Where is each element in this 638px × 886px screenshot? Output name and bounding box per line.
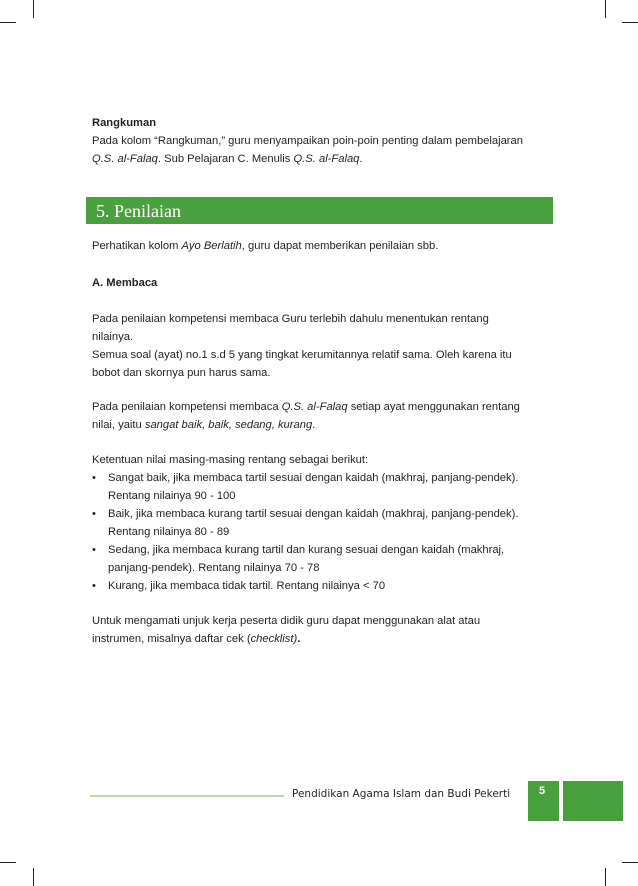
intro-text: Perhatikan kolom — [92, 240, 182, 252]
criteria-item-2-line-1: Baik, jika membaca kurang tartil sesuai dengan kaidah (makhraj, panjang-pendek). — [108, 508, 519, 520]
bullet: • — [92, 472, 96, 484]
para1-line-2: nilainya. — [92, 331, 134, 343]
summary-line-2 — [92, 150, 562, 168]
subsection-title: A. Membaca — [92, 277, 158, 289]
para1-line-1: Pada penilaian kompetensi membaca Guru terlebih dahulu menentukan rentang — [92, 313, 489, 325]
page-number: 5 — [538, 785, 546, 797]
criteria-item-4-line-1: Kurang, jika membaca tidak tartil. Rentang nilainya < 70 — [108, 580, 386, 592]
criteria-item-1-line-2: Rentang nilainya 90 - 100 — [108, 490, 236, 502]
para2-line-2 — [92, 416, 562, 434]
para2-text-end: setiap ayat menggunakan rentang — [347, 401, 520, 413]
summary-line-2-end: . — [359, 153, 363, 165]
crop-mark-top-left-h — [0, 22, 16, 23]
closing-line-2-text: instrumen, misalnya daftar cek ( — [92, 633, 251, 645]
bullet: • — [92, 544, 96, 556]
crop-mark-bottom-left-h — [0, 862, 16, 863]
footer-rule — [90, 795, 284, 797]
para2-line-2-end: . — [312, 419, 316, 431]
bullet: • — [92, 508, 96, 520]
surah-reference: Q.S. al-Falaq — [281, 401, 348, 413]
grade-categories: sangat baik, baik, sedang, kurang — [144, 419, 313, 431]
para2-line-1 — [92, 398, 562, 416]
crop-mark-top-left-v — [33, 0, 34, 18]
closing-line-2 — [92, 630, 562, 648]
section-title: 5. Penilaian — [96, 201, 181, 221]
checklist-term: checklist) — [250, 633, 298, 645]
criteria-item-3-line-2: panjang-pendek). Rentang nilainya 70 - 78 — [108, 562, 320, 574]
edge-tab — [563, 781, 623, 821]
para1-line-3: Semua soal (ayat) no.1 s.d 5 yang tingkat kerumitannya relatif sama. Oleh karena itu — [92, 349, 512, 361]
criteria-item-3-line-1: Sedang, jika membaca kurang tartil dan kurang sesuai dengan kaidah (makhraj, — [108, 544, 505, 556]
crop-mark-bottom-left-v — [33, 868, 34, 886]
footer-book-title: Pendidikan Agama Islam dan Budi Pekerti — [292, 788, 511, 800]
surah-reference: Q.S. al-Falaq — [92, 153, 158, 165]
para2-line-2-text: nilai, yaitu — [92, 419, 145, 431]
surah-reference: Q.S. al-Falaq — [293, 153, 360, 165]
intro-line — [92, 237, 562, 255]
closing-line-2-end: . — [297, 633, 301, 645]
crop-mark-bottom-right-h — [622, 862, 638, 863]
summary-heading: Rangkuman — [92, 117, 157, 129]
crop-mark-top-right-v — [605, 0, 606, 18]
bullet: • — [92, 580, 96, 592]
criteria-item-1-line-1: Sangat baik, jika membaca tartil sesuai dengan kaidah (makhraj, panjang-pendek). — [108, 472, 519, 484]
closing-line-1: Untuk mengamati unjuk kerja peserta didik guru dapat menggunakan alat atau — [92, 615, 481, 627]
summary-line-2-text: . Sub Pelajaran C. Menulis — [157, 153, 294, 165]
summary-line-1: Pada kolom “Rangkuman,” guru menyampaikan poin-poin penting dalam pembelajaran — [92, 135, 523, 147]
criteria-item-2-line-2: Rentang nilainya 80 - 89 — [108, 526, 230, 538]
para1-line-4: bobot dan skornya pun harus sama. — [92, 367, 271, 379]
crop-mark-top-right-h — [622, 22, 638, 23]
intro-italic: Ayo Berlatih — [181, 240, 242, 252]
criteria-intro: Ketentuan nilai masing-masing rentang sebagai berikut: — [92, 454, 369, 466]
para2-text: Pada penilaian kompetensi membaca — [92, 401, 282, 413]
intro-text-end: , guru dapat memberikan penilaian sbb. — [241, 240, 439, 252]
crop-mark-bottom-right-v — [605, 868, 606, 886]
